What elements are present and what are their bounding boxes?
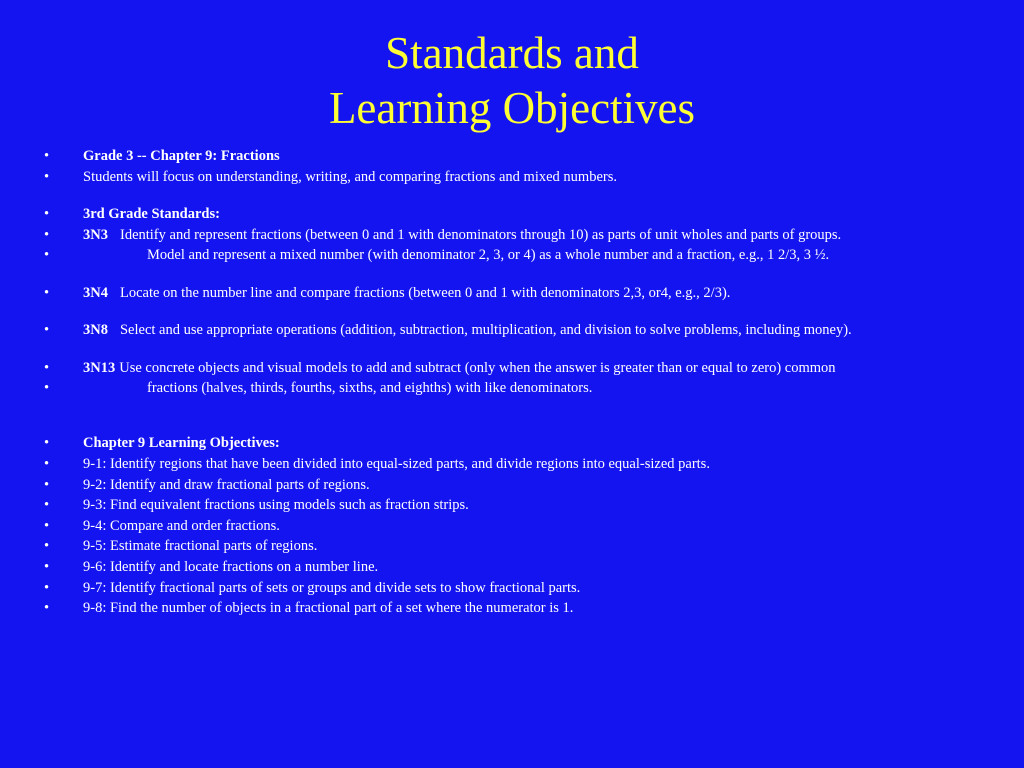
slide-title (0, 26, 1024, 136)
standard-text-3n13: Use concrete objects and visual models to add and subtract (only when the answer is greater than or equal to zero) common (119, 359, 836, 376)
bullet-icon: • (44, 380, 50, 397)
list-item (44, 580, 1004, 597)
objective-9-2: 9-2: Identify and draw fractional parts of regions. (83, 476, 370, 493)
grade-chapter-heading: Grade 3 -- Chapter 9: Fractions (83, 148, 280, 164)
bullet-list (44, 148, 1004, 621)
bullet-icon: • (44, 497, 50, 514)
objective-9-4: 9-4: Compare and order fractions. (83, 517, 280, 534)
bullet-icon: • (44, 579, 50, 596)
chapter-description: Students will focus on understanding, writing, and comparing fractions and mixed numbers. (83, 168, 617, 185)
standard-text-3n3: Identify and represent fractions (between 0 and 1 with denominators through 10) as parts of unit wholes and parts of groups. (119, 226, 842, 243)
bullet-icon: • (44, 226, 50, 243)
bullet-icon: • (44, 359, 50, 376)
bullet-icon: • (44, 322, 50, 339)
objective-9-1: 9-1: Identify regions that have been divided into equal-sized parts, and divide regions into equal-sized parts. (83, 455, 710, 472)
objective-9-5: 9-5: Estimate fractional parts of regions. (83, 538, 318, 555)
list-item-standard-3n13-cont (44, 380, 1004, 397)
list-item-standard-3n3 (44, 227, 1004, 244)
standards-heading: 3rd Grade Standards: (83, 206, 220, 223)
list-item-standard-3n13 (44, 360, 1004, 377)
objective-9-3: 9-3: Find equivalent fractions using models such as fraction strips. (83, 497, 469, 514)
list-item-description (44, 169, 1004, 186)
bullet-icon: • (44, 517, 50, 534)
slide-title-line-2: Learning Objectives (328, 83, 696, 133)
standard-text-3n4: Locate on the number line and compare fractions (between 0 and 1 with denominators 2,3, or4, e.g., 2/3). (119, 284, 731, 301)
standard-code-3n8: 3N8 (83, 322, 108, 339)
bullet-icon: • (44, 476, 50, 493)
standard-code-3n3: 3N3 (83, 226, 108, 243)
list-item-standard-3n8 (44, 322, 1004, 339)
list-item (44, 538, 1004, 555)
list-item (44, 559, 1004, 576)
list-item (44, 456, 1004, 473)
standard-code-3n13: 3N13 (83, 359, 116, 376)
bullet-icon: • (44, 206, 50, 223)
objectives-heading: Chapter 9 Learning Objectives: (83, 435, 280, 452)
list-item (44, 497, 1004, 514)
objective-9-7: 9-7: Identify fractional parts of sets or groups and divide sets to show fractional parts. (83, 579, 581, 596)
bullet-icon: • (44, 455, 50, 472)
bullet-icon: • (44, 284, 50, 301)
list-item (44, 600, 1004, 617)
standard-text-3n8: Select and use appropriate operations (addition, subtraction, multiplication, and division to solve problems, including money). (119, 322, 852, 339)
objective-9-6: 9-6: Identify and locate fractions on a number line. (83, 558, 379, 575)
bullet-icon: • (44, 435, 50, 452)
bullet-icon: • (44, 168, 50, 185)
standard-code-3n4: 3N4 (83, 284, 108, 301)
list-item (44, 477, 1004, 494)
slide-title-line-1: Standards and (385, 28, 639, 78)
list-item-standard-3n3-cont (44, 247, 1004, 264)
bullet-icon: • (44, 558, 50, 575)
bullet-icon: • (44, 247, 50, 264)
list-item-objectives-heading (44, 435, 1004, 452)
list-item-standard-3n4 (44, 285, 1004, 302)
bullet-icon: • (44, 600, 50, 617)
list-item-standards-heading (44, 206, 1004, 223)
standard-text-3n3-continued: Model and represent a mixed number (with denominator 2, 3, or 4) as a whole number and a fraction, e.g., 1 2/3, 3 ½. (147, 247, 830, 264)
objective-9-8: 9-8: Find the number of objects in a fractional part of a set where the numerator is 1. (83, 600, 574, 617)
standard-text-3n13-continued: fractions (halves, thirds, fourths, sixths, and eighths) with like denominators. (147, 380, 593, 397)
list-item-grade-heading (44, 148, 1004, 165)
bullet-icon: • (44, 148, 50, 164)
bullet-icon: • (44, 538, 50, 555)
list-item (44, 518, 1004, 535)
